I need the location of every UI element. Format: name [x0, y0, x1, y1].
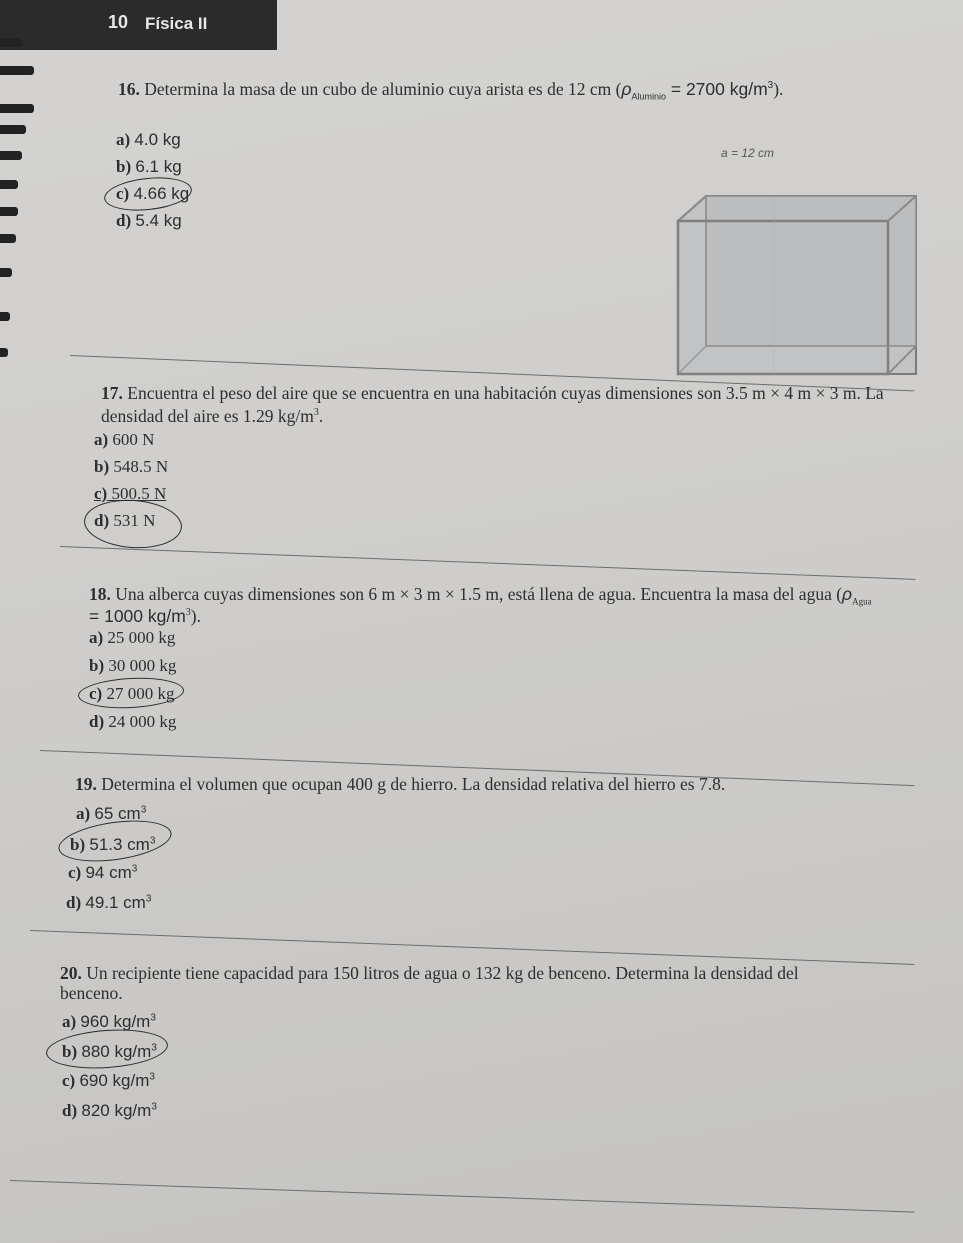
exponent: 3 — [140, 804, 147, 816]
separator — [60, 546, 915, 580]
option-value: 600 N — [112, 430, 155, 449]
rho-subscript: Aluminio — [631, 91, 666, 102]
exponent: 3 — [149, 835, 156, 847]
question-number: 20. — [60, 963, 82, 983]
question-number: 19. — [75, 774, 97, 794]
question-17-line2 — [101, 403, 323, 426]
exponent: 3 — [185, 607, 191, 618]
option-value: 960 kg/m — [80, 1012, 151, 1031]
option-value: 820 kg/m — [81, 1101, 152, 1120]
cube-figure — [670, 188, 920, 378]
answer-circle — [45, 1026, 169, 1072]
option-value: 690 kg/m — [79, 1071, 150, 1090]
option-value: 4.66 kg — [133, 184, 190, 203]
question-text: Una alberca cuyas dimensiones son 6 m × 3 m × 1.5 m, está llena de agua. Encuentra la masa del agua ( — [115, 584, 843, 604]
answer-circle — [77, 675, 184, 711]
question-number: 16. — [118, 78, 140, 99]
question-text: benceno. — [60, 983, 123, 1003]
option-letter: c) — [116, 184, 130, 203]
option-letter: a) — [76, 804, 91, 823]
page-number: 10 — [108, 12, 129, 32]
option-letter: a) — [116, 130, 131, 149]
option-d — [116, 211, 182, 231]
option-b — [94, 457, 168, 477]
question-16 — [118, 76, 783, 106]
option-letter: d) — [94, 511, 110, 530]
option-value: 24 000 kg — [108, 712, 177, 731]
option-value: 30 000 kg — [108, 656, 177, 675]
option-value: 65 cm — [94, 804, 141, 823]
answer-circle — [56, 814, 174, 867]
exponent: 3 — [151, 1101, 157, 1113]
exponent: 3 — [313, 407, 319, 418]
option-d — [89, 712, 176, 732]
option-value: 880 kg/m — [81, 1042, 152, 1061]
option-value: 531 N — [113, 511, 156, 530]
section-title: Física II — [145, 14, 208, 33]
option-a — [94, 430, 154, 450]
exponent: 3 — [151, 1042, 157, 1054]
question-18-line2 — [89, 603, 201, 626]
question-18 — [89, 584, 872, 612]
exponent: 3 — [767, 80, 774, 91]
question-text: Encuentra el peso del aire que se encuentra en una habitación cuyas dimensiones son 3.5 m × 4 m × 3 m. La — [127, 383, 884, 403]
question-text: Determina la masa de un cubo de aluminio cuya arista es de 12 cm ( — [144, 78, 622, 99]
option-value: 6.1 kg — [135, 157, 182, 176]
option-a — [89, 628, 175, 648]
option-letter: b) — [94, 457, 110, 476]
option-b — [116, 157, 182, 177]
option-letter: c) — [94, 484, 108, 503]
question-text: = 1000 kg/m — [89, 605, 186, 626]
option-letter: d) — [116, 211, 132, 230]
answer-circle — [103, 173, 194, 214]
density-value: = 2700 kg/m — [666, 78, 768, 99]
question-text: Un recipiente tiene capacidad para 150 litros de agua o 132 kg de benceno. Determina la densidad del — [86, 963, 799, 983]
option-value: 27 000 kg — [106, 684, 175, 703]
rho-subscript: Agua — [852, 596, 872, 607]
option-value: 548.5 N — [113, 457, 169, 476]
option-letter: a) — [62, 1012, 77, 1031]
option-value: 94 cm — [85, 863, 132, 882]
option-letter: a) — [89, 628, 104, 647]
rho-symbol: ρ — [621, 78, 632, 99]
option-value: 25 000 kg — [107, 628, 176, 647]
option-letter: c) — [62, 1071, 76, 1090]
option-d — [62, 1101, 157, 1121]
question-17 — [101, 383, 884, 403]
question-20-line2 — [60, 983, 123, 1003]
option-value: 49.1 cm — [85, 893, 146, 912]
option-value: 5.4 kg — [135, 211, 182, 230]
option-letter: c) — [89, 684, 103, 703]
rho-symbol: ρ — [842, 584, 853, 604]
cube-edge-label: a = 12 cm — [721, 146, 775, 160]
option-a — [116, 130, 181, 150]
option-c — [68, 863, 137, 883]
separator — [10, 1180, 914, 1213]
option-value: 500.5 N — [111, 484, 167, 503]
option-letter: a) — [94, 430, 109, 449]
option-b — [89, 656, 176, 676]
exponent: 3 — [131, 863, 138, 875]
option-letter: b) — [70, 835, 86, 854]
exponent: 3 — [150, 1012, 156, 1024]
question-19 — [75, 774, 725, 794]
option-c — [62, 1071, 155, 1091]
option-letter: b) — [62, 1042, 78, 1061]
option-letter: b) — [89, 656, 105, 675]
option-value: 51.3 cm — [89, 835, 150, 854]
option-letter: d) — [66, 893, 82, 912]
separator — [30, 930, 914, 965]
option-letter: d) — [89, 712, 105, 731]
question-text: densidad del aire es 1.29 kg/m — [101, 405, 314, 426]
option-letter: c) — [68, 863, 82, 882]
closing: ). — [773, 78, 784, 99]
option-letter: b) — [116, 157, 132, 176]
exponent: 3 — [145, 893, 152, 905]
question-text: Determina el volumen que ocupan 400 g de hierro. La densidad relativa del hierro es 7.8. — [101, 774, 726, 794]
page-header-band — [0, 0, 277, 50]
option-d — [66, 893, 151, 913]
option-letter: d) — [62, 1101, 78, 1120]
option-value: 4.0 kg — [134, 130, 181, 149]
closing: ). — [190, 605, 201, 626]
question-number: 18. — [89, 584, 111, 604]
closing: . — [318, 405, 324, 426]
exponent: 3 — [149, 1071, 155, 1083]
answer-circle — [82, 497, 183, 552]
question-number: 17. — [101, 383, 123, 403]
question-20 — [60, 963, 799, 983]
